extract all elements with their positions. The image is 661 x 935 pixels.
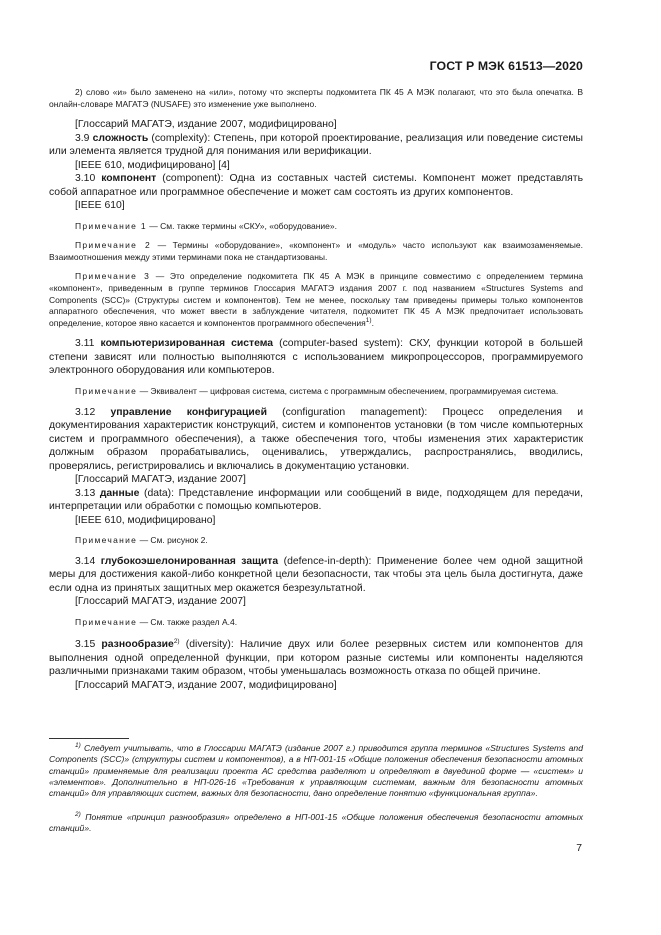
reference: [IEEE 610, модифицировано] [4] [75,159,230,171]
reference: [Глоссарий МАГАТЭ, издание 2007, модифицировано] [75,679,337,691]
definition-3-13 [49,487,583,514]
footnote-separator [49,738,129,739]
clause-number: 3.13 [75,487,100,499]
note-label: Примечание [75,535,138,546]
clause-number: 3.15 [75,639,102,651]
note-text: — См. также раздел А.4. [137,616,238,627]
definition-text: (configuration management): Процесс определения и документирования характеристик конструкций, систем и компонентов установки (в том числе компьютерных систем и программного обеспечения), а также обеспечения того, чтобы изменения этих характеристик должным образом прорабатывались, оценивались, утверждались, распространялись, вводились, проверялись, регистрировались и включались в документацию установки. [49,406,583,472]
definition-text: (diversity): Наличие двух или более резервных систем или компонентов для выполнения одной определенной функции, при котором разные системы или компоненты наделяются различными признаками таким образом, чтобы уменьшалась возможность отказа по общей причине. [49,639,583,678]
definition-text: (component): Одна из составных частей системы. Компонент может представлять собой аппаратное или программное обеспечение и может сам состоять из других компонентов. [49,173,583,198]
clause-number: 3.9 [75,132,93,144]
definition-3-10 [49,172,583,199]
note-3 [49,271,583,329]
reference: [Глоссарий МАГАТЭ, издание 2007, модифицировано] [75,119,337,131]
clause-number: 3.11 [75,338,101,350]
note-label: Примечание [75,616,138,627]
note-label: Примечание [75,385,138,396]
footnote-text: Понятие «принцип разнообразия» определено в НП-001-15 «Общие положения обеспечения безопасности атомных станций». [49,812,583,834]
definition-text: (defence-in-depth): Применение более чем одной защитной меры для достижения какой-либо конкретной цели безопасности, так чтобы эта цель была достигнута, даже если одна из принятых защитных мер окажется безрезультатной. [49,555,583,594]
footnote-ref: 2) [173,638,180,646]
document-id: ГОСТ Р МЭК 61513—2020 [429,59,583,73]
definition-3-14 [49,555,583,596]
note-1 [49,221,583,233]
note-text: — См. также термины «СКУ», «оборудование». [146,220,337,231]
note-2 [49,240,583,263]
term: данные [99,487,140,499]
definition-text: (computer-based system): СКУ, функции которой в большей степени зависят или полностью выполняются с использованием микропроцессоров, программируемого электронного оборудования или компьютеров. [49,338,583,377]
definition-text: (data): Представление информации или сообщений в виде, подходящем для передачи, интерпретации или обработки с помощью компьютеров. [49,487,583,513]
footnote-text: Следует учитывать, что в Глоссарии МАГАТЭ (издание 2007 г.) приводится группа терминов «Structures Systems and Components (SCC)» (структуры систем и компонентов), а в НП-001-15 «Общие положения обеспечения безопасности атомных станций» применяемые для реализации проекта АС средства разделяют и определяют в двуединой форме — «систем» и «элементов». Дополнительно в НП-026-16 «Требования к управляющим системам, важным для безопасности атомных станций» для управляющих систем, важных для безопасности, дано определение понятию «функциональная группа». [49,743,583,799]
clause-number: 3.10 [75,173,102,185]
paragraph-prev-continuation: 2) слово «и» было заменено на «или», потому что эксперты подкомитета ПК 45 А МЭК полагают, что это была опечатка. В онлайн-словаре МАГАТЭ (NUSAFE) это изменение уже выполнено. [49,87,583,109]
main-text [49,87,583,692]
note-text: — Это определение подкомитета ПК 45 А МЭК в принципе совместимо с определением термина «компонент», приведенным в группе терминов Глоссария МАГАТЭ издания 2007 г. под названием «Structures Systems and Components (SCC)» (Структуры систем и компонентов). Тем не менее, поскольку там приведены примеры только компонентов аппаратного обеспечения, что может ввести в заблуждение читателя, подкомитет ПК 45 А МЭК предпочитает использовать определение, которое явно касается и компонентов программного обеспечения [49,271,583,328]
term: компонент [101,173,157,185]
note-label: Примечание 3 [75,271,151,282]
term: глубокоэшелонированная защита [100,555,279,567]
note [49,617,583,629]
clause-number: 3.12 [75,406,111,418]
note-label: Примечание 2 [75,240,152,251]
note-label: Примечание 1 [75,220,147,231]
footnote-mark: 1) [75,742,81,749]
definition-3-15 [49,638,583,679]
reference: [IEEE 610, модифицировано] [75,514,216,526]
note-text: — См. рисунок 2. [137,535,208,546]
footnote-mark: 2) [75,811,81,818]
note [49,535,583,547]
note-text: — Термины «оборудование», «компонент» и «модуль» часто используют как взаимозаменяемые. Взаимоотношения между этими терминами пока не стандартизованы. [49,240,583,262]
reference: [Глоссарий МАГАТЭ, издание 2007] [75,596,246,608]
definition-3-9 [49,132,583,159]
term: разнообразие [101,639,174,651]
term: управление конфигурацией [110,406,267,418]
definition-text: (complexity): Степень, при которой проектирование, реализация или поведение системы или элемента является трудной для понимания или верификации. [49,132,583,158]
note [49,386,583,398]
reference: [IEEE 610] [75,200,125,212]
reference: [Глоссарий МАГАТЭ, издание 2007] [75,474,246,486]
term: компьютеризированная система [100,338,274,350]
footnote-2 [49,812,583,835]
page-number: 7 [576,843,582,854]
clause-number: 3.14 [75,555,101,567]
definition-3-11 [49,337,583,378]
note-end: . [371,317,374,328]
note-text: — Эквивалент — цифровая система, система с программным обеспечением, программируемая система. [137,385,559,396]
definition-3-12 [49,406,583,474]
term: сложность [92,132,149,144]
footnote-1 [49,743,583,799]
footnote-ref: 1) [365,316,372,324]
